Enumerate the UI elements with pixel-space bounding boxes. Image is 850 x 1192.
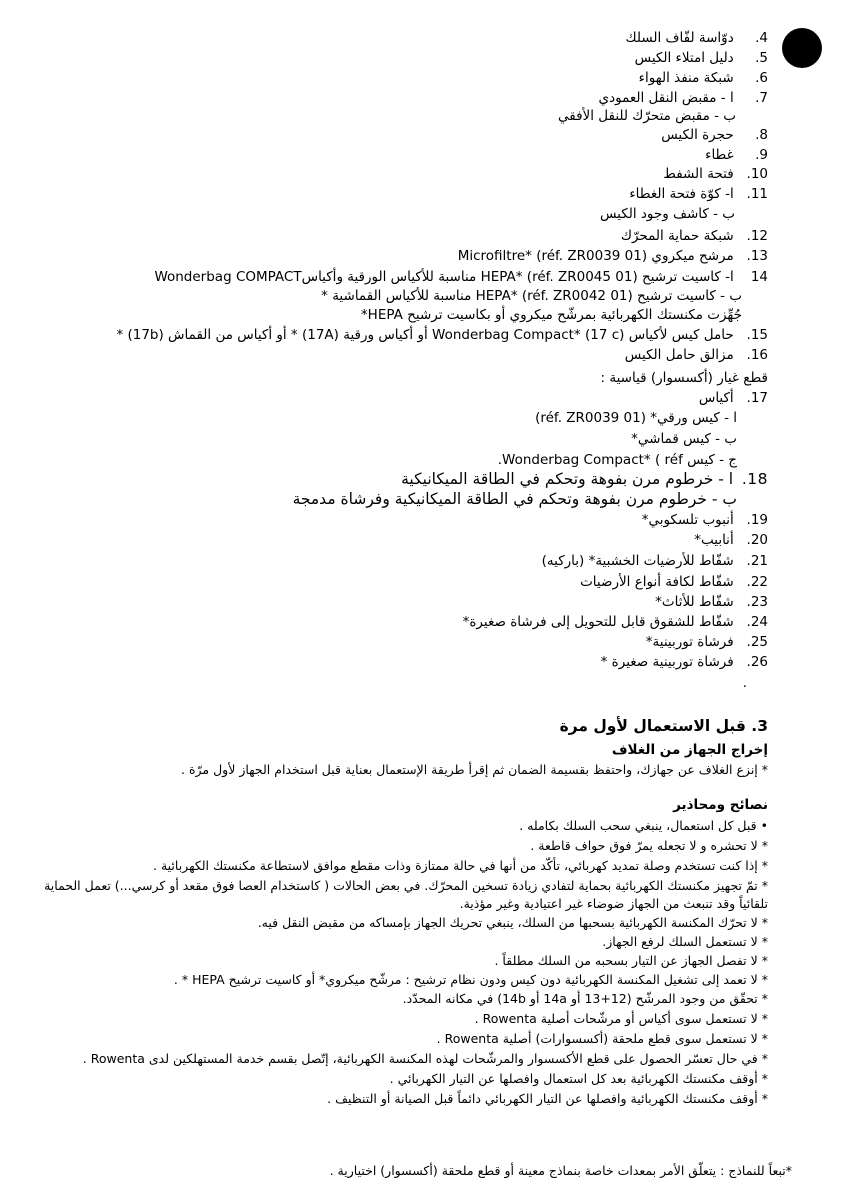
list-item: 6. شبكة منفذ الهواء <box>638 70 768 86</box>
tip-item: * لا تستعمل السلك لرفع الجهاز. <box>602 934 768 949</box>
tip-item: تلقائياً وقد تنبعث من الجهاز ضوضاء غير اعتيادية وغير مؤذية. <box>459 896 768 911</box>
list-item: جُهِّزت مكنستك الكهربائية بمرشّح ميكروي أو بكاسيت ترشيح HEPA* <box>360 307 742 323</box>
tip-item: * إذا كنت تستخدم وصلة تمديد كهربائي، تأكّد من أنها في حالة ممتازة وذات مقطع موافق لاستطاعة مكنستك الكهربائية . <box>153 858 768 873</box>
list-item: 13. مرشح ميكروي (réf. ZR0039 01) *Microfiltre <box>457 248 768 264</box>
tip-item: * لا تحرّك المكنسة الكهربائية بسحبها من السلك، ينبغي تحريك الجهاز بإمساكه من مقبض النقل فيه. <box>257 915 768 930</box>
list-item: 8. حجرة الكيس <box>661 127 768 143</box>
tip-item: * لا تفصل الجهاز عن التيار بسحبه من السلك مطلقاً . <box>494 953 768 968</box>
list-item: 5. دليل امتلاء الكيس <box>634 50 768 66</box>
list-item: 21. شفّاط للأرضيات الخشبية* (باركيه) <box>541 553 768 569</box>
tip-item: * أوقف مكنستك الكهربائية وافصلها عن التيار الكهربائي دائماً قبل الصيانة أو التنظيف . <box>327 1091 768 1106</box>
list-item: ب - كاسيت ترشيح (réf. ZR0042 01) *HEPA مناسبة للأكياس القماشية * <box>321 288 742 304</box>
tip-item: * في حال تعسّر الحصول على قطع الأكسسوار والمرشّحات لهذه المكنسة الكهربائية، إتّصل بقسم خدمة المستهلكين لدى Rowenta . <box>82 1051 768 1066</box>
list-item: 25. فرشاة توربينية* <box>645 634 768 650</box>
tip-item: • قبل كل استعمال، ينبغي سحب السلك بكامله . <box>519 818 768 833</box>
list-item: 10. فتحة الشفط <box>663 166 768 182</box>
list-item: 20. أنابيب* <box>694 532 768 548</box>
list-item: 4. دوّاسة لفّاف السلك <box>625 30 768 46</box>
tip-item: * لا تعمد إلى تشغيل المكنسة الكهربائية دون كيس ودون نظام ترشيح : مرشّح ميكروي* أو كاسيت ترشيح HEPA * . <box>173 972 768 987</box>
list-item: ج - كيس Wonderbag Compact* ( réf. <box>497 452 737 468</box>
list-item: 15. حامل كيس لأكياس Wonderbag Compact* (17 c) أو أكياس ورقية (17A) * أو أكياس من القماش (17b) * <box>116 327 768 343</box>
list-item: ب - كيس قماشي* <box>631 431 737 447</box>
unpack-heading: إخراج الجهاز من الغلاف <box>611 742 768 758</box>
list-item: 14 ا- كاسيت ترشيح (réf. ZR0045 01) *HEPA مناسبة للأكياس الورقية وأكياسWonderbag COMPACT <box>154 269 768 285</box>
list-item: 17. أكياس <box>698 390 768 406</box>
list-item: ب - مقبض متحرّك للنقل الأفقي <box>558 108 736 124</box>
list-item: 12. شبكة حماية المحرّك <box>620 228 768 244</box>
list-item: . <box>742 675 747 691</box>
tips-heading: نصائح ومحاذير <box>673 797 768 813</box>
tip-item: * لا تستعمل سوى أكياس أو مرشّحات أصلية Rowenta . <box>474 1011 768 1026</box>
list-item: 26. فرشاة توربينية صغيرة * <box>600 654 768 670</box>
list-item: ا - كيس ورقي* (réf. ZR0039 01) <box>535 410 737 426</box>
page-tab-marker <box>782 28 822 68</box>
tip-item: * أوقف مكنستك الكهربائية بعد كل استعمال وافصلها عن التيار الكهربائي . <box>389 1071 768 1086</box>
list-item: 9. غطاء <box>705 147 768 163</box>
tip-item: * تمّ تجهيز مكنستك الكهربائية بحماية لتفادي زيادة تسخين المحرّك. في بعض الحالات ( كاستخدام العصا فوق مقعد أو كرسي...) تعمل الحماية <box>44 878 768 893</box>
footnote: *تبعاً للنماذج : يتعلّق الأمر بمعدات خاصة بنماذج معينة أو قطع ملحقة (أكسسوار) اختيارية . <box>329 1163 792 1178</box>
list-item: ب - كاشف وجود الكيس <box>599 206 735 222</box>
list-item: 22. شفّاط لكافة أنواع الأرضيات <box>580 574 768 590</box>
list-item: 7. ا - مقبض النقل العمودي <box>598 90 768 106</box>
list-item: 24. شفّاط للشقوق قابل للتحويل إلى فرشاة صغيرة* <box>462 614 768 630</box>
section-title: 3. قبل الاستعمال لأول مرة <box>559 717 768 735</box>
tip-item: * لا تحشره و لا تجعله يمرّ فوق حواف قاطعة . <box>530 838 768 853</box>
list-item: 18. ا - خرطوم مرن بفوهة وتحكم في الطاقة الميكانيكية <box>401 470 768 488</box>
list-item: 23. شفّاط للأثاث* <box>655 594 768 610</box>
list-subheading: قطع غيار (أكسسوار) قياسية : <box>600 370 768 386</box>
unpack-text: * إنزع الغلاف عن جهازك، واحتفظ بقسيمة الضمان ثم إقرأ طريقة الإستعمال بعناية قبل استخدام الجهاز لأول مرّة . <box>181 762 768 777</box>
list-item: 19. أنبوب تلسكوبي* <box>641 512 768 528</box>
list-item: 16. مزالق حامل الكيس <box>624 347 768 363</box>
tip-item: * تحقّق من وجود المرشّح (12+13 أو 14a أو 14b) في مكانه المحدّد. <box>402 991 768 1006</box>
list-item: 11. ا- كوّة فتحة الغطاء <box>629 186 768 202</box>
list-item: ب - خرطوم مرن بفوهة وتحكم في الطاقة الميكانيكية وفرشاة مدمجة <box>292 490 737 508</box>
tip-item: * لا تستعمل سوى قطع ملحقة (أكسسوارات) أصلية Rowenta . <box>436 1031 768 1046</box>
